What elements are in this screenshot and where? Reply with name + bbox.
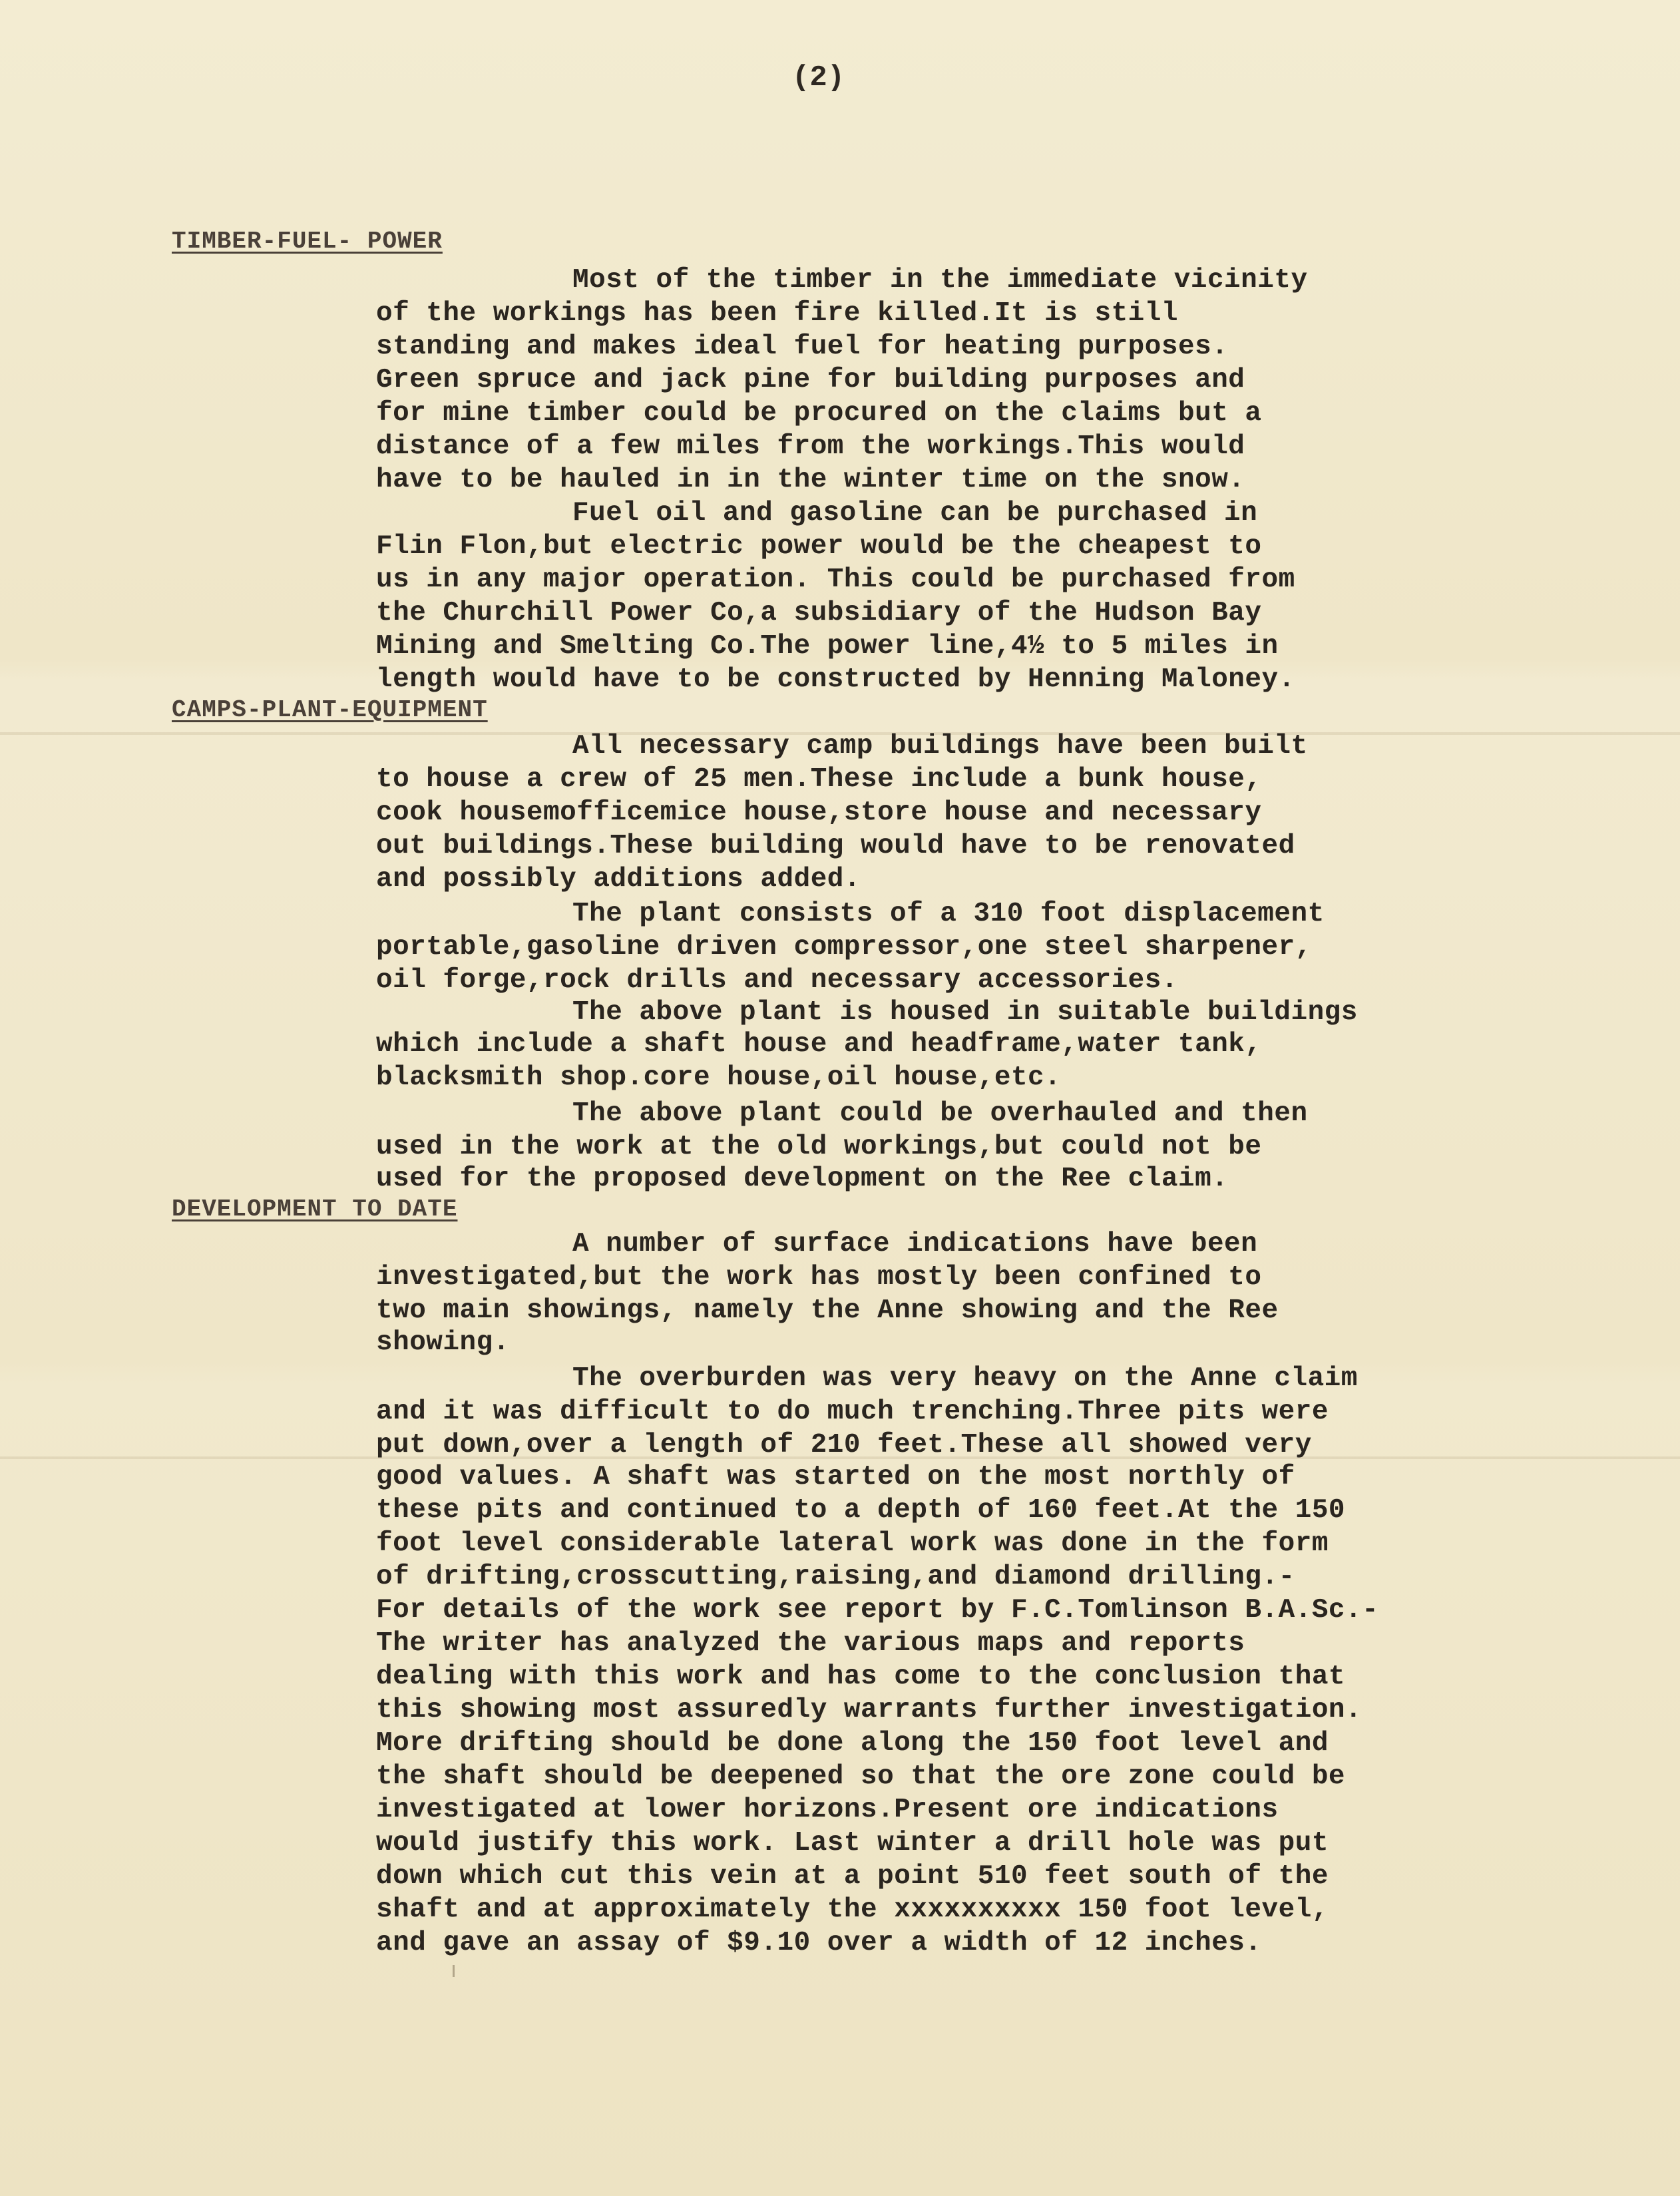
text-line: the Churchill Power Co,a subsidiary of the Hudson Bay	[376, 598, 1262, 628]
text-line: and possibly additions added.	[376, 864, 861, 895]
text-line: the shaft should be deepened so that the ore zone could be	[376, 1761, 1346, 1792]
text-line: Most of the timber in the immediate vicinity	[572, 265, 1308, 296]
text-line: and it was difficult to do much trenching.Three pits were	[376, 1397, 1329, 1427]
text-line: to house a crew of 25 men.These include a bunk house,	[376, 764, 1262, 795]
text-line: put down,over a length of 210 feet.These all showed very	[376, 1430, 1312, 1460]
text-line: for mine timber could be procured on the claims but a	[376, 398, 1262, 429]
stray-ink-mark	[453, 1965, 455, 1977]
text-line: More drifting should be done along the 150 foot level and	[376, 1728, 1329, 1759]
text-line: of drifting,crosscutting,raising,and diamond drilling.-	[376, 1562, 1295, 1592]
text-line: and gave an assay of $9.10 over a width of 12 inches.	[376, 1928, 1262, 1958]
section-heading-camps-plant-equipment: CAMPS-PLANT-EQUIPMENT	[172, 696, 488, 724]
text-line: A number of surface indications have been	[572, 1229, 1258, 1259]
text-line: investigated,but the work has mostly been confined to	[376, 1262, 1262, 1293]
section-heading-timber-fuel-power: TIMBER-FUEL- POWER	[172, 228, 443, 255]
text-line: The plant consists of a 310 foot displacement	[572, 899, 1325, 929]
text-line: used for the proposed development on the Ree claim.	[376, 1164, 1229, 1194]
text-line: The above plant is housed in suitable buildings	[572, 997, 1358, 1028]
text-line: oil forge,rock drills and necessary accessories.	[376, 965, 1178, 996]
text-line: used in the work at the old workings,but could not be	[376, 1132, 1262, 1162]
text-line: The overburden was very heavy on the Anne claim	[572, 1363, 1358, 1394]
text-line: these pits and continued to a depth of 160 feet.At the 150	[376, 1495, 1346, 1526]
text-line: Fuel oil and gasoline can be purchased in	[572, 498, 1258, 529]
page-number: (2)	[792, 61, 845, 95]
text-line: blacksmith shop.core house,oil house,etc.	[376, 1062, 1062, 1093]
text-line: The writer has analyzed the various maps and reports	[376, 1628, 1245, 1659]
section-heading-development-to-date: DEVELOPMENT TO DATE	[172, 1196, 458, 1223]
text-line: down which cut this vein at a point 510 feet south of the	[376, 1861, 1329, 1892]
text-line: length would have to be constructed by Henning Maloney.	[376, 664, 1295, 695]
text-line: All necessary camp buildings have been built	[572, 731, 1308, 762]
text-line: The above plant could be overhauled and then	[572, 1098, 1308, 1129]
text-line: good values. A shaft was started on the most northly of	[376, 1462, 1295, 1492]
text-line: of the workings has been fire killed.It is still	[376, 298, 1178, 329]
text-line: shaft and at approximately the xxxxxxxxxx 150 foot level,	[376, 1894, 1329, 1925]
text-line: this showing most assuredly warrants further investigation.	[376, 1695, 1363, 1725]
text-line: would justify this work. Last winter a drill hole was put	[376, 1828, 1329, 1859]
text-line: investigated at lower horizons.Present ore indications	[376, 1795, 1279, 1825]
text-line: Flin Flon,but electric power would be the cheapest to	[376, 531, 1262, 562]
text-line: foot level considerable lateral work was done in the form	[376, 1528, 1329, 1559]
text-line: Green spruce and jack pine for building purposes and	[376, 365, 1245, 395]
text-line: two main showings, namely the Anne showing and the Ree	[376, 1295, 1279, 1326]
text-line: cook housemofficemice house,store house and necessary	[376, 797, 1262, 828]
text-line: have to be hauled in in the winter time on the snow.	[376, 465, 1245, 495]
text-line: us in any major operation. This could be purchased from	[376, 564, 1295, 595]
text-line: showing.	[376, 1327, 510, 1358]
text-line: distance of a few miles from the workings.This would	[376, 431, 1245, 462]
text-line: Mining and Smelting Co.The power line,4½ to 5 miles in	[376, 631, 1279, 662]
text-line: For details of the work see report by F.C.Tomlinson B.A.Sc.-	[376, 1595, 1379, 1626]
text-line: portable,gasoline driven compressor,one steel sharpener,	[376, 932, 1312, 963]
text-line: dealing with this work and has come to the conclusion that	[376, 1661, 1346, 1692]
text-line: which include a shaft house and headframe,water tank,	[376, 1029, 1262, 1060]
text-line: out buildings.These building would have to be renovated	[376, 831, 1295, 861]
text-line: standing and makes ideal fuel for heating purposes.	[376, 331, 1229, 362]
